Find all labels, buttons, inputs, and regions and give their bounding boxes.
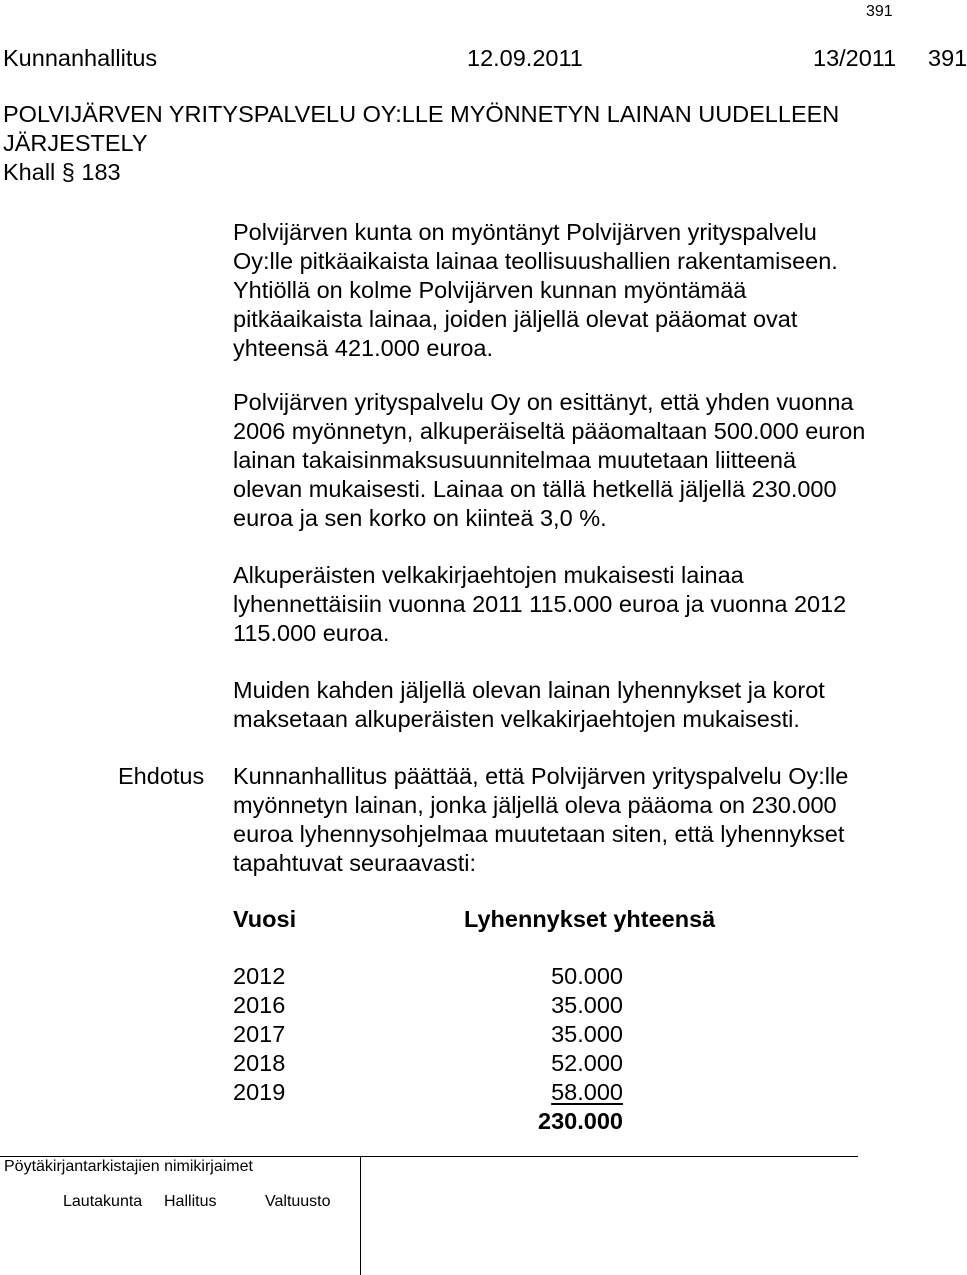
paragraph-line: lainan takaisinmaksusuunnitelmaa muutetaan liitteenä bbox=[233, 447, 797, 473]
paragraph-line: Oy:lle pitkäaikaista lainaa teollisuushallien rakentamiseen. bbox=[233, 248, 838, 274]
paragraph-line: Muiden kahden jäljellä olevan lainan lyhennykset ja korot bbox=[233, 677, 825, 703]
row-year: 2012 bbox=[233, 963, 286, 989]
total-amount: 230.000 bbox=[538, 1108, 623, 1134]
paragraph-2 bbox=[233, 388, 933, 533]
paragraph-line: euroa lyhennysohjelmaa muutetaan siten, että lyhennykset bbox=[233, 821, 845, 847]
paragraph-line: lyhennettäisiin vuonna 2011 115.000 euroa ja vuonna 2012 bbox=[233, 591, 847, 617]
agenda-title-line-1: POLVIJÄRVEN YRITYSPALVELU OY:LLE MYÖNNETYN LAINAN UUDELLEEN bbox=[3, 101, 840, 127]
table-row bbox=[233, 1020, 623, 1049]
top-page-number: 391 bbox=[866, 3, 893, 20]
signatures-label: Pöytäkirjantarkistajien nimikirjaimet bbox=[4, 1158, 253, 1175]
table-total-row bbox=[233, 1107, 623, 1136]
footer-divider bbox=[360, 1156, 361, 1275]
meeting-date: 12.09.2011 bbox=[467, 45, 583, 71]
row-year: 2016 bbox=[233, 992, 286, 1018]
minutes-number: 13/2011 bbox=[813, 45, 897, 71]
paragraph-line: Kunnanhallitus päättää, että Polvijärven yrityspalvelu Oy:lle bbox=[233, 763, 849, 789]
column-header-amount: Lyhennykset yhteensä bbox=[464, 906, 716, 932]
paragraph-line: olevan mukaisesti. Lainaa on tällä hetkellä jäljellä 230.000 bbox=[233, 476, 837, 502]
footer-col-valtuusto: Valtuusto bbox=[265, 1193, 331, 1210]
footer-col-lautakunta: Lautakunta bbox=[63, 1193, 143, 1210]
row-year: 2018 bbox=[233, 1050, 286, 1076]
paragraph-line: yhteensä 421.000 euroa. bbox=[233, 335, 494, 361]
table-row bbox=[233, 1078, 623, 1107]
paragraph-1 bbox=[233, 218, 933, 363]
table-row bbox=[233, 1049, 623, 1078]
proposal-label: Ehdotus bbox=[118, 763, 205, 789]
paragraph-line: pitkäaikaista lainaa, joiden jäljellä olevat pääomat ovat bbox=[233, 306, 798, 332]
paragraph-line: Polvijärven kunta on myöntänyt Polvijärven yrityspalvelu bbox=[233, 219, 817, 245]
footer-col-hallitus: Hallitus bbox=[164, 1193, 217, 1210]
row-amount: 50.000 bbox=[551, 963, 623, 989]
row-amount: 35.000 bbox=[551, 1021, 623, 1047]
proposal-text bbox=[233, 762, 933, 878]
paragraph-line: 2006 myönnetyn, alkuperäiseltä pääomaltaan 500.000 euron bbox=[233, 418, 866, 444]
page-number: 391 bbox=[928, 45, 967, 71]
paragraph-3 bbox=[233, 561, 933, 648]
section-reference: Khall § 183 bbox=[3, 159, 121, 185]
paragraph-line: 115.000 euroa. bbox=[233, 620, 390, 646]
row-amount: 58.000 bbox=[551, 1079, 623, 1105]
paragraph-line: maksetaan alkuperäisten velkakirjaehtojen mukaisesti. bbox=[233, 706, 800, 732]
paragraph-line: myönnetyn lainan, jonka jäljellä oleva pääoma on 230.000 bbox=[233, 792, 837, 818]
paragraph-line: Yhtiöllä on kolme Polvijärven kunnan myöntämää bbox=[233, 277, 747, 303]
paragraph-line: Alkuperäisten velkakirjaehtojen mukaisesti lainaa bbox=[233, 562, 744, 588]
agenda-title-line-2: JÄRJESTELY bbox=[3, 130, 148, 156]
paragraph-line: tapahtuvat seuraavasti: bbox=[233, 850, 476, 876]
paragraph-line: Polvijärven yrityspalvelu Oy on esittänyt, että yhden vuonna bbox=[233, 389, 854, 415]
row-year: 2017 bbox=[233, 1021, 286, 1047]
row-year: 2019 bbox=[233, 1079, 286, 1105]
column-header-year: Vuosi bbox=[233, 906, 297, 932]
table-row bbox=[233, 991, 623, 1020]
paragraph-4 bbox=[233, 676, 933, 734]
paragraph-line: euroa ja sen korko on kiinteä 3,0 %. bbox=[233, 505, 607, 531]
row-amount: 35.000 bbox=[551, 992, 623, 1018]
row-amount: 52.000 bbox=[551, 1050, 623, 1076]
table-row bbox=[233, 962, 623, 991]
board-name: Kunnanhallitus bbox=[3, 45, 158, 71]
